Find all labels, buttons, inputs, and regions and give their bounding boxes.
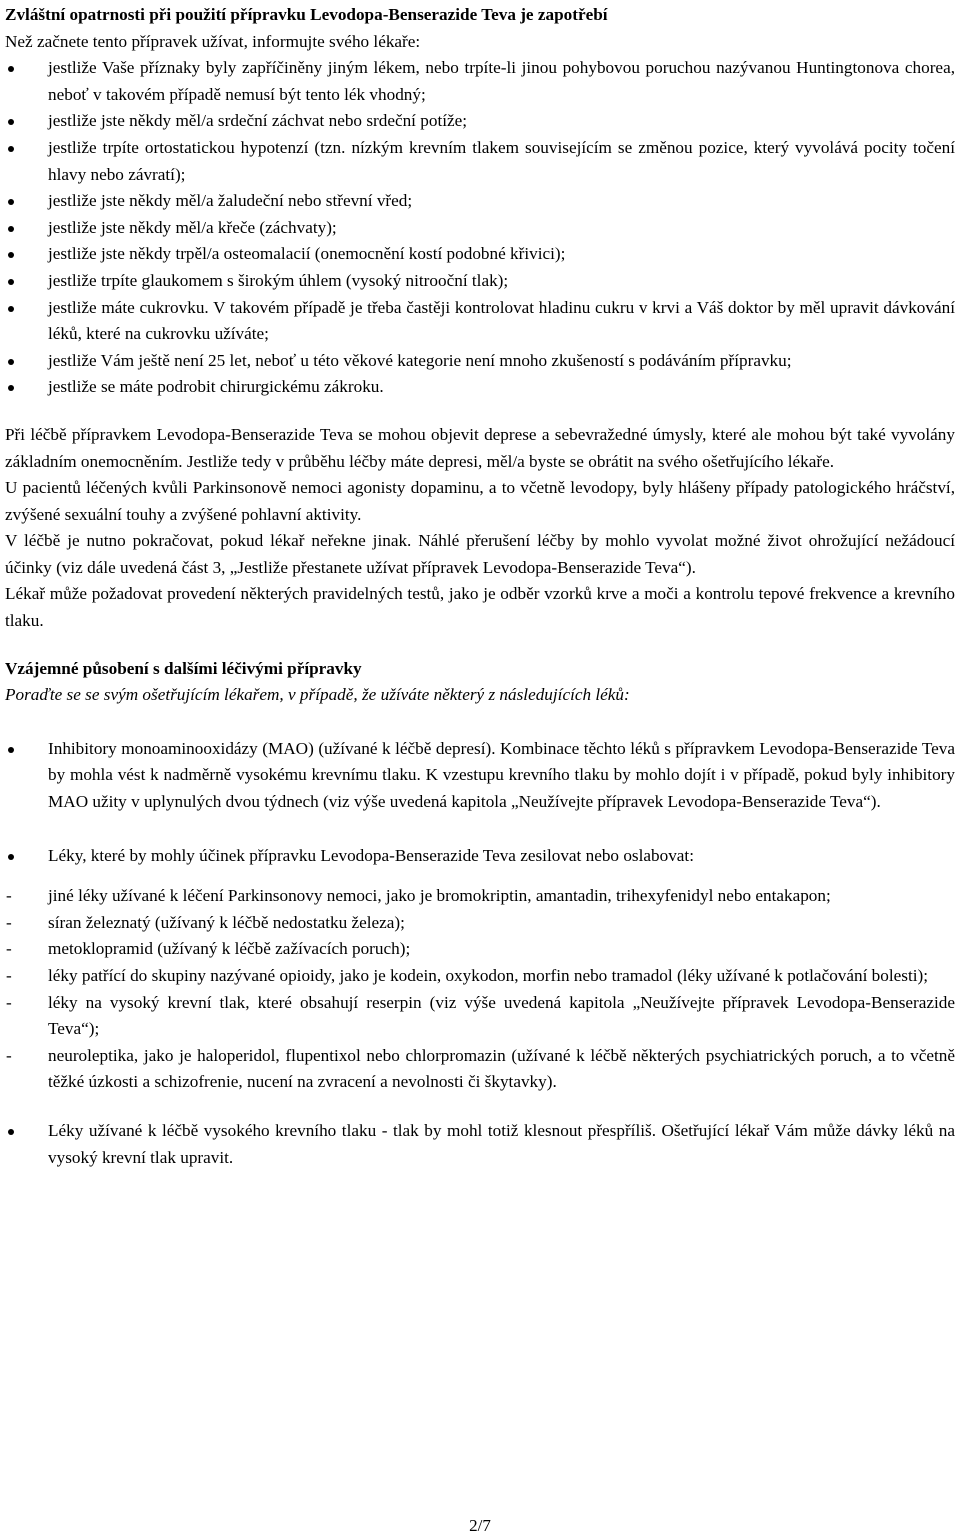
paragraph-depression: Při léčbě přípravkem Levodopa-Benserazide Teva se mohou objevit deprese a sebevražedné úmysly, které ale mohou být také vyvolány základním onemocněním. Jestliže tedy v průběhu léčby máte depresi, měl/a byste se obrátit na svého ošetřujícího lékaře. — [5, 424, 955, 471]
paragraph-tests: Lékař může požadovat provedení některých pravidelných testů, jako je odběr vzorků krve a moči a kontrolu tepové frekvence a krevního tlaku. — [5, 584, 955, 631]
drug-dash-list — [5, 883, 955, 1096]
dash-item: - metoklopramid (užívaný k léčbě zažívacích poruch); — [5, 936, 955, 963]
list-item: jestliže jste někdy trpěl/a osteomalacií (onemocnění kostí podobné křivici); — [5, 241, 955, 268]
mao-list — [5, 736, 955, 816]
precautions-heading: Zvláštní opatrnosti při použití přípravku Levodopa-Benserazide Teva je zapotřebí — [5, 5, 608, 24]
dash-item: - léky na vysoký krevní tlak, které obsahují reserpin (viz výše uvedená kapitola „Neužívejte přípravek Levodopa-Benserazide Teva“); — [5, 990, 955, 1043]
document-page — [5, 2, 955, 1171]
interactions-subheading: Poraďte se se svým ošetřujícím lékařem, v případě, že užíváte některý z následujících léků: — [5, 685, 630, 705]
interactions-heading: Vzájemné působení s dalšími léčivými přípravky — [5, 658, 362, 678]
list-item: jestliže jste někdy měl/a žaludeční nebo střevní vřed; — [5, 188, 955, 215]
list-item: jestliže trpíte ortostatickou hypotenzí (tzn. nízkým krevním tlakem souvisejícím se změnou pozice, který vyvolává pocity točení hlavy nebo závratí); — [5, 135, 955, 188]
list-item: jestliže Vaše příznaky byly zapříčiněny jiným lékem, nebo trpíte-li jinou pohybovou poruchou nazývanou Huntingtonova chorea, neboť v takovém případě nemusí být tento lék vhodný; — [5, 55, 955, 108]
list-item: Léky užívané k léčbě vysokého krevního tlaku - tlak by mohl totiž klesnout přespříliš. Ošetřující lékař Vám může dávky léků na vysoký krevní tlak upravit. — [5, 1118, 955, 1171]
paragraph-gambling: U pacientů léčených kvůli Parkinsonově nemoci agonisty dopaminu, a to včetně levodopy, byly hlášeny případy patologického hráčství, zvýšené sexuální touhy a zvýšené pohlavní aktivity. — [5, 478, 955, 524]
hypertension-list — [5, 1118, 955, 1171]
precautions-intro: Než začnete tento přípravek užívat, informujte svého lékaře: — [5, 31, 421, 51]
paragraph-continue-treatment: V léčbě je nutno pokračovat, pokud lékař neřekne jinak. Náhlé přerušení léčby by mohlo vyvolat možné život ohrožující nežádoucí účinky (viz dále uvedená část 3, „Jestliže přestanete užívat přípravek Levodopa-Benserazide Teva“). — [5, 531, 955, 577]
dash-item: - jiné léky užívané k léčení Parkinsonovy nemoci, jako je bromokriptin, amantadin, trihexyfenidyl nebo entakapon; — [5, 883, 955, 910]
list-item: jestliže jste někdy měl/a křeče (záchvaty); — [5, 215, 955, 242]
list-item: jestliže se máte podrobit chirurgickému zákroku. — [5, 374, 955, 401]
list-item: Léky, které by mohly účinek přípravku Levodopa-Benserazide Teva zesilovat nebo oslabovat: — [5, 843, 955, 870]
list-item: jestliže trpíte glaukomem s širokým úhlem (vysoký nitrooční tlak); — [5, 268, 955, 295]
list-item: jestliže Vám ještě není 25 let, neboť u této věkové kategorie není mnoho zkušeností s podáváním přípravku; — [5, 348, 955, 375]
precautions-list — [5, 55, 955, 401]
dash-item: - léky patřící do skupiny nazývané opioidy, jako je kodein, oxykodon, morfin nebo tramadol (léky užívané k potlačování bolesti); — [5, 963, 955, 990]
list-item: jestliže máte cukrovku. V takovém případě je třeba častěji kontrolovat hladinu cukru v krvi a Váš doktor by měl upravit dávkování léků, které na cukrovku užíváte; — [5, 295, 955, 348]
dash-item: - síran železnatý (užívaný k léčbě nedostatku železa); — [5, 910, 955, 937]
list-item: Inhibitory monoaminooxidázy (MAO) (užívané k léčbě depresí). Kombinace těchto léků s přípravkem Levodopa-Benserazide Teva by mohla vést k nadměrně vysokému krevnímu tlaku. K vzestupu krevního tlaku by mohlo dojít i v případě, pokud byly inhibitory MAO užity v uplynulých dvou týdnech (viz výše uvedená kapitola „Neužívejte přípravek Levodopa-Benserazide Teva“). — [5, 736, 955, 816]
dash-item: - neuroleptika, jako je haloperidol, flupentixol nebo chlorpromazin (užívané k léčbě některých psychiatrických poruch, a to včetně těžké úzkosti a schizofrenie, nucení na zvracení a nevolnosti či škytavky). — [5, 1043, 955, 1096]
effect-list — [5, 843, 955, 870]
page-number: 2/7 — [469, 1516, 491, 1535]
list-item: jestliže jste někdy měl/a srdeční záchvat nebo srdeční potíže; — [5, 108, 955, 135]
